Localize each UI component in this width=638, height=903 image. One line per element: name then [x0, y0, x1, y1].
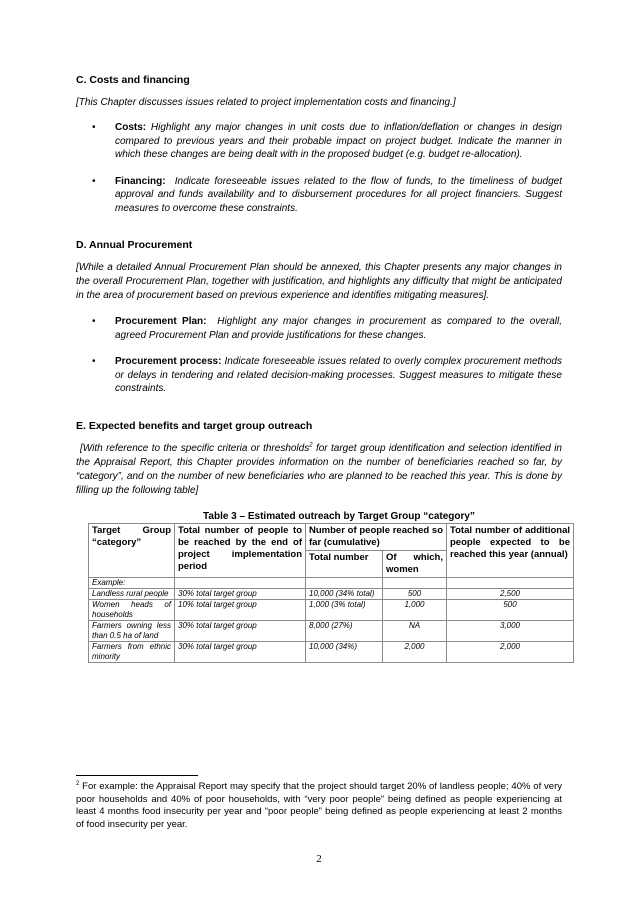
cell-annual: 500	[447, 599, 574, 620]
table-title: Table 3 – Estimated outreach by Target Group “category”	[203, 510, 475, 522]
bullet-financing	[76, 175, 562, 216]
bullet-text: Highlight any major changes in procurement as compared to the overall, agreed Procurement Plan and provide justifications for these changes.	[115, 316, 563, 341]
footnote-ref: 2	[309, 442, 313, 449]
cell-category: Women heads of households	[89, 599, 175, 620]
section-e-intro	[76, 442, 562, 498]
cell-women: 1,000	[383, 599, 447, 620]
section-e-heading: E. Expected benefits and target group outreach	[76, 419, 313, 432]
bullet-text: Indicate foreseeable issues related to the flow of funds, to the timeliness of budget approval and funds availability and to disbursement procedures for all project financiers. Suggest measures to overcome these constraints.	[115, 175, 562, 214]
cell-annual: 3,000	[447, 620, 574, 641]
cell-total: 30% total target group	[175, 588, 306, 599]
bullet-dot: •	[92, 316, 96, 327]
cell-women: 2,000	[383, 641, 447, 662]
footnote-text: For example: the Appraisal Report may specify that the project should target 20% of landless people; 40% of very poor households and 40% of poor households, with “very poor people” being defined as people experiencing at least 4 months food insecurity per year and “poor people” being defined as people experiencing at least 2 months of food insecurity per year.	[76, 781, 562, 830]
example-label: Example:	[89, 577, 175, 588]
cell-total: 10% total target group	[175, 599, 306, 620]
bullet-procurement-plan	[76, 315, 562, 342]
bullet-dot: •	[92, 122, 96, 133]
cell-reached: 1,000 (3% total)	[306, 599, 383, 620]
cell-category: Farmers from ethnic minority	[89, 641, 175, 662]
cell-women: 500	[383, 588, 447, 599]
bullet-costs	[76, 121, 562, 162]
header-total-number: Total number	[306, 550, 383, 577]
bullet-text: Highlight any major changes in unit costs due to inflation/deflation or changes in design compared to previous years and their probable impact on project budget. Indicate the manner in which these changes are being dealt with in the proposed budget (e.g. budget re-allocation).	[115, 122, 563, 160]
cell-women: NA	[383, 620, 447, 641]
bullet-procurement-process	[76, 355, 562, 396]
bullet-term: Procurement process:	[115, 356, 222, 367]
section-d-heading: D. Annual Procurement	[76, 239, 193, 251]
footnote-separator	[76, 775, 198, 776]
section-c-heading: C. Costs and financing	[76, 74, 190, 86]
cell-annual: 2,500	[447, 588, 574, 599]
table-example-row	[89, 577, 574, 588]
table-row	[89, 620, 574, 641]
table-header-row	[89, 523, 574, 550]
section-c-intro: [This Chapter discusses issues related to project implementation costs and financing.]	[76, 97, 456, 108]
cell-category: Landless rural people	[89, 588, 175, 599]
section-e-intro-end: for target group identification and selection identified in the Appraisal Report, this Chapter provides information on the number of beneficiaries reached so far, by “category”, and on the number of new beneficiaries who are planned to be reached this year. This is done by filling up the following table]	[76, 442, 562, 496]
cell-reached: 8,000 (27%)	[306, 620, 383, 641]
footnote	[76, 781, 562, 831]
header-annual-people: Total number of additional people expected to be reached this year (annual)	[447, 523, 574, 577]
header-of-which-women: Of which, women	[383, 550, 447, 577]
footnote-number: 2	[76, 780, 80, 787]
bullet-term: Procurement Plan:	[115, 316, 207, 327]
cell-total: 30% total target group	[175, 641, 306, 662]
cell-category: Farmers owning less than 0.5 ha of land	[89, 620, 175, 641]
header-total-people: Total number of people to be reached by the end of project implementation period	[175, 523, 306, 577]
page-content	[76, 74, 570, 663]
table-row	[89, 599, 574, 620]
outreach-table	[88, 523, 574, 663]
bullet-term: Costs:	[115, 122, 147, 133]
bullet-text: Indicate foreseeable issues related to overly complex procurement methods or delays in tendering and related decision-making processes. Suggest measures to mitigate these constraints.	[115, 356, 562, 394]
section-c-bullets	[76, 121, 562, 215]
cell-reached: 10,000 (34%)	[306, 641, 383, 662]
cell-annual: 2,000	[447, 641, 574, 662]
header-target-group: Target Group “category”	[89, 523, 175, 577]
bullet-dot: •	[92, 356, 96, 367]
table-row	[89, 641, 574, 662]
table-row	[89, 588, 574, 599]
header-people-reached: Number of people reached so far (cumulative)	[306, 523, 447, 550]
page-number: 2	[316, 853, 322, 865]
cell-total: 30% total target group	[175, 620, 306, 641]
bullet-term: Financing:	[115, 175, 166, 187]
section-e-intro-start: [With reference to the specific criteria or thresholds	[80, 442, 310, 454]
section-d-intro: [While a detailed Annual Procurement Plan should be annexed, this Chapter presents any major changes in the overall Procurement Plan, together with justification, and highlights any difficulty that might be anticipated in the area of procurement based on previous experience and identifies mitigating measures].	[76, 262, 562, 301]
bullet-dot: •	[92, 175, 96, 187]
cell-reached: 10,000 (34% total)	[306, 588, 383, 599]
section-d-bullets	[76, 315, 562, 396]
